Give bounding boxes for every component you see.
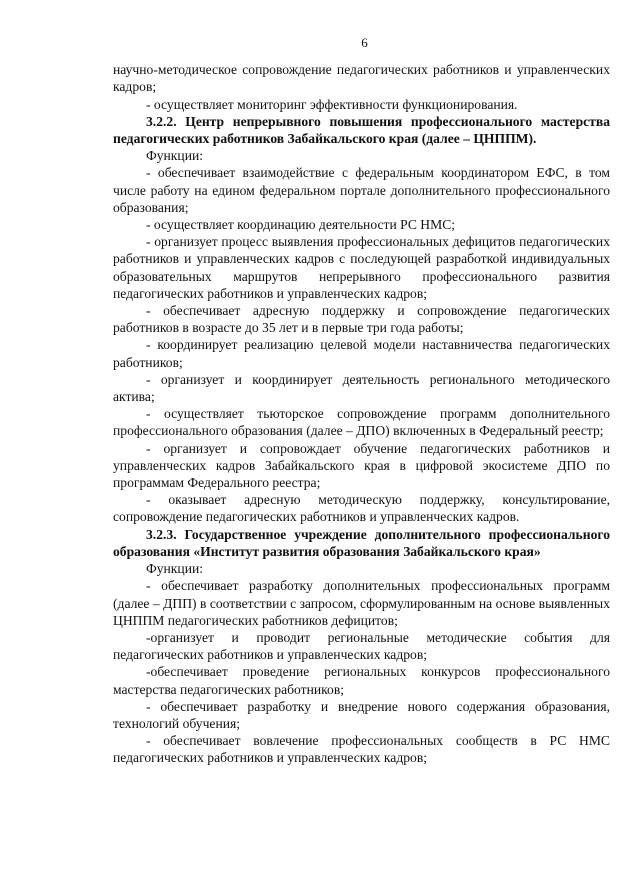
paragraph: - обеспечивает адресную поддержку и сопровождение педагогических работников в возрасте до 35 лет и в первые три года работы; xyxy=(113,303,610,336)
paragraph: - осуществляет мониторинг эффективности функционирования. xyxy=(146,96,518,112)
paragraph: - координирует реализацию целевой модели наставничества педагогических работников; xyxy=(113,337,610,370)
paragraph: - обеспечивает разработку дополнительных профессиональных программ (далее – ДПП) в соответствии с запросом, сформулированным на основе выявленных ЦНППМ педагогических работников дефицитов; xyxy=(113,578,610,628)
paragraph: - обеспечивает взаимодействие с федеральным координатором ЕФС, в том числе работу на едином федеральном портале дополнительного профессионального образования; xyxy=(113,165,610,215)
section-heading: 3.2.2. Центр непрерывного повышения профессионального мастерства педагогических работников Забайкальского края (далее – ЦНППМ). xyxy=(113,113,610,147)
paragraph: Функции: xyxy=(146,148,204,164)
paragraph: - осуществляет тьюторское сопровождение программ дополнительного профессионального образования (далее – ДПО) включенных в Федеральный реестр; xyxy=(113,406,610,439)
paragraph: - организует и координирует деятельность регионального методического актива; xyxy=(113,371,610,405)
page-number: 6 xyxy=(361,35,368,50)
section-heading: 3.2.3. Государственное учреждение дополнительного профессионального образования «Институт развития образования Забайкальского края» xyxy=(113,526,610,559)
paragraph: - осуществляет координацию деятельности РС НМС; xyxy=(146,217,456,233)
paragraph: - организует процесс выявления профессиональных дефицитов педагогических работников и управленческих кадров с последующей разработкой индивидуальных образовательных маршрутов непрерывного профессионального развития педагогических работников и управленческих кадров; xyxy=(113,234,610,301)
paragraph: - обеспечивает разработку и внедрение нового содержания образования, технологий обучения; xyxy=(113,698,610,731)
paragraph: - оказывает адресную методическую поддержку, консультирование, сопровождение педагогических работников и управленческих кадров. xyxy=(113,492,610,525)
paragraph: Функции: xyxy=(146,561,204,577)
paragraph: -обеспечивает проведение региональных конкурсов профессионального мастерства педагогических работников; xyxy=(113,664,610,697)
paragraph: научно-методическое сопровождение педагогических работников и управленческих кадров; xyxy=(113,62,610,95)
paragraph: - обеспечивает вовлечение профессиональных сообществ в РС НМС педагогических работников и управленческих кадров; xyxy=(113,733,610,766)
paragraph: -организует и проводит региональные методические события для педагогических работников и управленческих кадров; xyxy=(113,629,610,663)
document-page xyxy=(113,34,610,767)
document-body xyxy=(113,61,610,766)
paragraph: - организует и сопровождает обучение педагогических работников и управленческих кадров Забайкальского края в цифровой экосистеме ДПО по программам Федерального реестра; xyxy=(113,440,610,491)
